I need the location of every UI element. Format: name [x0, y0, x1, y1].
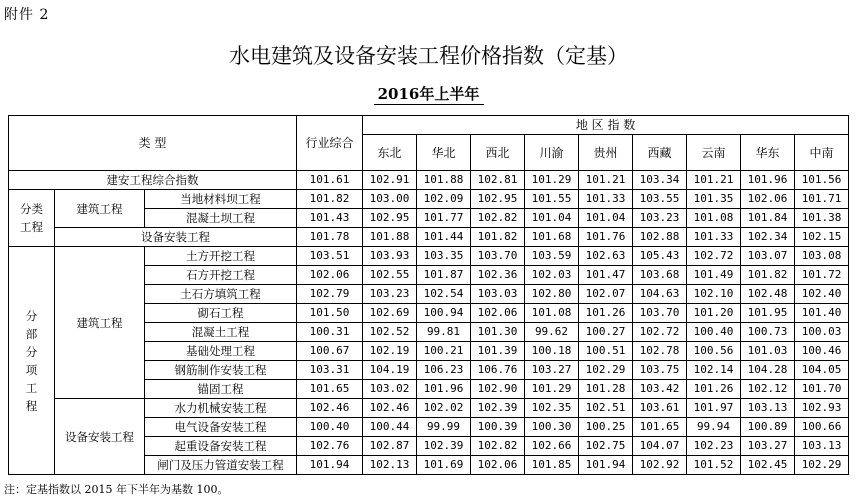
item-value-7: 101.20	[687, 304, 741, 323]
item-value-7: 101.35	[687, 190, 741, 209]
item-value-1: 102.87	[363, 437, 417, 456]
table-row	[9, 190, 849, 209]
item-value-9: 103.08	[795, 247, 849, 266]
composite-value-4: 101.29	[525, 171, 579, 190]
price-index-table	[8, 115, 849, 475]
composite-value-6: 103.34	[633, 171, 687, 190]
item-value-2: 101.87	[417, 266, 471, 285]
item-value-9: 102.40	[795, 285, 849, 304]
item-label: 基础处理工程	[145, 342, 297, 361]
item-value-1: 102.95	[363, 209, 417, 228]
item-value-7: 100.40	[687, 323, 741, 342]
item-value-0: 100.40	[297, 418, 363, 437]
item-value-0: 100.31	[297, 323, 363, 342]
item-value-5: 102.07	[579, 285, 633, 304]
composite-value-3: 102.81	[471, 171, 525, 190]
item-value-8: 101.82	[741, 266, 795, 285]
item-value-1: 103.23	[363, 285, 417, 304]
item-value-7: 102.10	[687, 285, 741, 304]
item-value-2: 103.35	[417, 247, 471, 266]
item-value-3: 103.70	[471, 247, 525, 266]
item-value-3: 101.39	[471, 342, 525, 361]
item-value-5: 101.26	[579, 304, 633, 323]
item-value-3: 102.82	[471, 209, 525, 228]
composite-value-0: 101.61	[297, 171, 363, 190]
item-value-8: 100.73	[741, 323, 795, 342]
item-label: 起重设备安装工程	[145, 437, 297, 456]
item-value-8: 102.12	[741, 380, 795, 399]
item-value-2: 100.21	[417, 342, 471, 361]
item-value-7: 101.52	[687, 456, 741, 475]
item-value-7: 101.97	[687, 399, 741, 418]
item-value-8: 101.03	[741, 342, 795, 361]
item-value-8: 102.06	[741, 190, 795, 209]
table-row	[9, 228, 849, 247]
item-label: 电气设备安装工程	[145, 418, 297, 437]
item-value-3: 101.30	[471, 323, 525, 342]
item-value-6: 103.61	[633, 399, 687, 418]
item-value-1: 104.19	[363, 361, 417, 380]
equip-value-9: 102.15	[795, 228, 849, 247]
item-label: 锚固工程	[145, 380, 297, 399]
group-subitem-building-label: 建筑工程	[55, 247, 145, 399]
footnote: 注：定基指数以 2015 年下半年为基数 100。	[4, 483, 229, 496]
composite-value-7: 101.21	[687, 171, 741, 190]
item-label: 闸门及压力管道安装工程	[145, 456, 297, 475]
item-value-2: 102.09	[417, 190, 471, 209]
item-value-6: 103.42	[633, 380, 687, 399]
item-value-7: 100.56	[687, 342, 741, 361]
item-value-3: 102.39	[471, 399, 525, 418]
item-label: 混凝土工程	[145, 323, 297, 342]
item-value-1: 102.55	[363, 266, 417, 285]
item-value-6: 105.43	[633, 247, 687, 266]
item-value-1: 102.46	[363, 399, 417, 418]
group-classified-label: 分类 工程	[9, 190, 55, 247]
item-value-9: 100.66	[795, 418, 849, 437]
equip-value-2: 101.44	[417, 228, 471, 247]
item-value-8: 103.27	[741, 437, 795, 456]
item-value-0: 100.67	[297, 342, 363, 361]
group-classified-building-label: 建筑工程	[55, 190, 145, 228]
item-value-2: 101.96	[417, 380, 471, 399]
item-value-1: 102.19	[363, 342, 417, 361]
item-value-3: 103.03	[471, 285, 525, 304]
item-value-4: 103.27	[525, 361, 579, 380]
item-value-5: 101.28	[579, 380, 633, 399]
item-value-9: 104.05	[795, 361, 849, 380]
item-value-2: 102.02	[417, 399, 471, 418]
item-value-9: 101.40	[795, 304, 849, 323]
item-value-6: 103.75	[633, 361, 687, 380]
item-value-0: 102.46	[297, 399, 363, 418]
item-value-3: 100.39	[471, 418, 525, 437]
item-value-5: 102.29	[579, 361, 633, 380]
equip-value-4: 101.68	[525, 228, 579, 247]
header-industry: 行业综合	[297, 116, 363, 171]
item-value-8: 100.89	[741, 418, 795, 437]
item-value-3: 102.36	[471, 266, 525, 285]
item-value-4: 99.62	[525, 323, 579, 342]
item-value-8: 102.48	[741, 285, 795, 304]
item-value-7: 99.94	[687, 418, 741, 437]
header-region-5: 西藏	[633, 135, 687, 171]
composite-value-8: 101.96	[741, 171, 795, 190]
item-value-4: 100.18	[525, 342, 579, 361]
item-value-6: 102.78	[633, 342, 687, 361]
item-label: 混凝土坝工程	[145, 209, 297, 228]
item-value-5: 101.94	[579, 456, 633, 475]
header-region-8: 中南	[795, 135, 849, 171]
item-value-3: 106.76	[471, 361, 525, 380]
item-value-0: 102.06	[297, 266, 363, 285]
subtitle-underline	[374, 104, 484, 105]
item-value-5: 102.51	[579, 399, 633, 418]
item-value-9: 102.93	[795, 399, 849, 418]
period-subtitle: 2016年上半年	[377, 85, 480, 103]
item-value-6: 103.70	[633, 304, 687, 323]
equip-value-6: 102.88	[633, 228, 687, 247]
item-value-5: 100.27	[579, 323, 633, 342]
equip-value-0: 101.78	[297, 228, 363, 247]
item-value-8: 103.13	[741, 399, 795, 418]
equip-value-1: 101.88	[363, 228, 417, 247]
group-classified-equipment-label: 设备安装工程	[55, 228, 297, 247]
item-value-2: 99.81	[417, 323, 471, 342]
item-value-7: 102.23	[687, 437, 741, 456]
item-value-5: 102.63	[579, 247, 633, 266]
item-value-1: 102.13	[363, 456, 417, 475]
header-region-3: 川渝	[525, 135, 579, 171]
item-value-4: 102.03	[525, 266, 579, 285]
item-value-0: 101.65	[297, 380, 363, 399]
item-value-6: 102.72	[633, 323, 687, 342]
item-value-7: 101.49	[687, 266, 741, 285]
group-subitem-equipment-label: 设备安装工程	[55, 399, 145, 475]
item-value-5: 100.25	[579, 418, 633, 437]
composite-value-9: 101.56	[795, 171, 849, 190]
item-value-2: 99.99	[417, 418, 471, 437]
item-value-7: 102.72	[687, 247, 741, 266]
item-value-0: 103.51	[297, 247, 363, 266]
item-value-5: 101.04	[579, 209, 633, 228]
item-value-1: 103.02	[363, 380, 417, 399]
item-value-0: 102.76	[297, 437, 363, 456]
page-title: 水电建筑及设备安装工程价格指数（定基）	[229, 44, 628, 68]
item-value-3: 102.90	[471, 380, 525, 399]
attachment-label: 附件 2	[4, 7, 50, 23]
item-value-9: 102.29	[795, 456, 849, 475]
item-value-3: 102.06	[471, 304, 525, 323]
item-value-1: 103.93	[363, 247, 417, 266]
item-value-9: 101.38	[795, 209, 849, 228]
item-value-3: 102.06	[471, 456, 525, 475]
item-value-2: 100.94	[417, 304, 471, 323]
item-value-6: 103.68	[633, 266, 687, 285]
item-value-0: 103.31	[297, 361, 363, 380]
group-subitem-label: 分 部 分 项 工 程	[9, 247, 55, 475]
item-label: 石方开挖工程	[145, 266, 297, 285]
item-value-0: 101.82	[297, 190, 363, 209]
item-value-2: 101.69	[417, 456, 471, 475]
header-region-6: 云南	[687, 135, 741, 171]
item-value-0: 101.50	[297, 304, 363, 323]
item-value-1: 100.44	[363, 418, 417, 437]
item-value-8: 101.84	[741, 209, 795, 228]
item-value-5: 100.51	[579, 342, 633, 361]
item-value-4: 101.04	[525, 209, 579, 228]
item-value-9: 101.70	[795, 380, 849, 399]
item-value-4: 103.59	[525, 247, 579, 266]
item-value-4: 102.80	[525, 285, 579, 304]
equip-value-3: 101.82	[471, 228, 525, 247]
item-value-4: 102.66	[525, 437, 579, 456]
item-value-5: 101.47	[579, 266, 633, 285]
item-value-3: 102.82	[471, 437, 525, 456]
composite-value-1: 102.91	[363, 171, 417, 190]
composite-value-5: 101.21	[579, 171, 633, 190]
item-value-5: 101.33	[579, 190, 633, 209]
header-region-0: 东北	[363, 135, 417, 171]
item-value-1: 103.00	[363, 190, 417, 209]
item-value-2: 106.23	[417, 361, 471, 380]
header-region-4: 贵州	[579, 135, 633, 171]
equip-value-7: 101.33	[687, 228, 741, 247]
composite-value-2: 101.88	[417, 171, 471, 190]
item-value-8: 101.95	[741, 304, 795, 323]
item-value-2: 102.54	[417, 285, 471, 304]
item-value-4: 101.55	[525, 190, 579, 209]
item-value-5: 102.75	[579, 437, 633, 456]
item-value-6: 102.92	[633, 456, 687, 475]
item-value-4: 100.30	[525, 418, 579, 437]
item-value-7: 101.26	[687, 380, 741, 399]
item-value-6: 101.65	[633, 418, 687, 437]
item-value-6: 104.63	[633, 285, 687, 304]
item-value-9: 101.71	[795, 190, 849, 209]
item-value-8: 103.07	[741, 247, 795, 266]
item-value-9: 103.13	[795, 437, 849, 456]
composite-label: 建安工程综合指数	[9, 171, 297, 190]
item-value-4: 102.35	[525, 399, 579, 418]
item-label: 土方开挖工程	[145, 247, 297, 266]
item-label: 水力机械安装工程	[145, 399, 297, 418]
item-value-4: 101.29	[525, 380, 579, 399]
item-value-6: 103.55	[633, 190, 687, 209]
header-type: 类 型	[9, 116, 297, 171]
item-value-7: 102.14	[687, 361, 741, 380]
item-value-2: 101.77	[417, 209, 471, 228]
item-value-0: 101.94	[297, 456, 363, 475]
item-value-3: 102.95	[471, 190, 525, 209]
table-row	[9, 399, 849, 418]
item-value-9: 100.03	[795, 323, 849, 342]
item-value-9: 101.72	[795, 266, 849, 285]
header-region-2: 西北	[471, 135, 525, 171]
item-value-7: 101.08	[687, 209, 741, 228]
item-label: 砌石工程	[145, 304, 297, 323]
header-region-7: 华东	[741, 135, 795, 171]
header-region-index: 地 区 指 数	[363, 116, 849, 135]
item-value-0: 101.43	[297, 209, 363, 228]
item-value-4: 101.08	[525, 304, 579, 323]
item-value-0: 102.79	[297, 285, 363, 304]
item-value-4: 101.85	[525, 456, 579, 475]
table-row	[9, 247, 849, 266]
item-value-6: 104.07	[633, 437, 687, 456]
equip-value-5: 101.76	[579, 228, 633, 247]
header-region-1: 华北	[417, 135, 471, 171]
item-label: 钢筋制作安装工程	[145, 361, 297, 380]
item-label: 土石方填筑工程	[145, 285, 297, 304]
item-value-8: 102.45	[741, 456, 795, 475]
item-value-6: 103.23	[633, 209, 687, 228]
item-value-2: 102.39	[417, 437, 471, 456]
item-value-1: 102.69	[363, 304, 417, 323]
item-value-9: 100.46	[795, 342, 849, 361]
table-row	[9, 171, 849, 190]
item-label: 当地材料坝工程	[145, 190, 297, 209]
item-value-8: 104.28	[741, 361, 795, 380]
equip-value-8: 102.34	[741, 228, 795, 247]
item-value-1: 102.52	[363, 323, 417, 342]
